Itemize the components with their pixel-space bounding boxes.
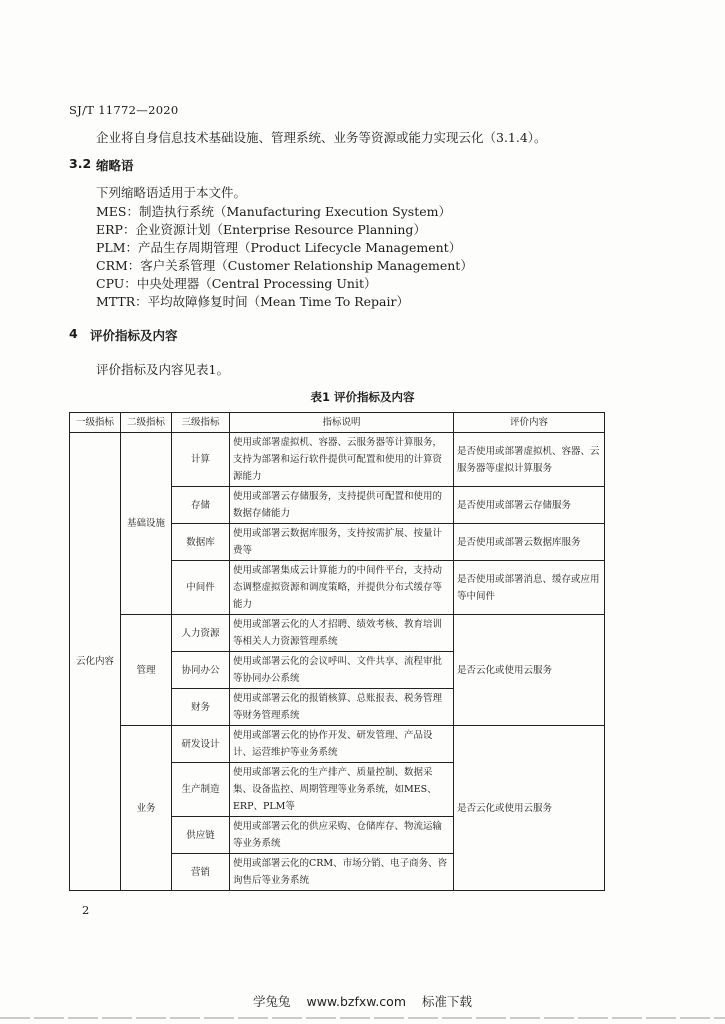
level2-cell: 业务: [121, 726, 172, 891]
level3-cell: 财务: [172, 689, 230, 726]
desc-cell: 使用或部署集成云计算能力的中间件平台，支持动态调整虚拟资源和调度策略，并提供分布式缓存等能力: [230, 561, 454, 615]
level3-cell: 营销: [172, 854, 230, 891]
page-number: 2: [82, 903, 90, 917]
abbreviation-mttr: MTTR：平均故障修复时间（Mean Time To Repair）: [96, 294, 409, 309]
eval-cell: 是否使用或部署消息、缓存或应用等中间件: [454, 561, 605, 615]
level3-cell: 数据库: [172, 524, 230, 561]
eval-cell: 是否使用或部署云数据库服务: [454, 524, 605, 561]
desc-cell: 使用或部署云存储服务，支持提供可配置和使用的数据存储能力: [230, 487, 454, 524]
site-footer: [0, 992, 725, 1010]
standard-code: SJ/T 11772—2020: [69, 103, 179, 117]
eval-cell: 是否使用或部署云存储服务: [454, 487, 605, 524]
table-header-cell: 指标说明: [230, 413, 454, 433]
table-header-cell: 评价内容: [454, 413, 605, 433]
intro-line: 企业将自身信息技术基础设施、管理系统、业务等资源或能力实现云化（3.1.4）。: [96, 130, 547, 145]
table-row: [70, 615, 605, 652]
desc-cell: 使用或部署云化的协作开发、研发管理、产品设计、运营维护等业务系统: [230, 726, 454, 763]
level3-cell: 供应链: [172, 817, 230, 854]
level3-cell: 存储: [172, 487, 230, 524]
footer-site-name: 学兔兔: [252, 994, 291, 1009]
abbreviation-crm: CRM：客户关系管理（Customer Relationship Management）: [96, 258, 473, 273]
level2-cell: 管理: [121, 615, 172, 726]
bottom-divider: [0, 1017, 725, 1019]
section-3-2-title: 缩略语: [96, 158, 134, 173]
section-3-2-number: 3.2: [69, 156, 92, 171]
section-4-title: 评价指标及内容: [90, 328, 178, 343]
table-row: [70, 433, 605, 487]
level3-cell: 研发设计: [172, 726, 230, 763]
level3-cell: 协同办公: [172, 652, 230, 689]
table-row: [70, 726, 605, 763]
table-header-row: [70, 413, 605, 433]
eval-cell: 是否云化或使用云服务: [454, 615, 605, 726]
level3-cell: 中间件: [172, 561, 230, 615]
desc-cell: 使用或部署云化的报销核算、总账报表、税务管理等财务管理系统: [230, 689, 454, 726]
abbreviation-mes: MES：制造执行系统（Manufacturing Execution System）: [96, 204, 451, 219]
level3-cell: 生产制造: [172, 763, 230, 817]
footer-url-link[interactable]: www.bzfxw.com: [306, 994, 407, 1009]
abbreviation-erp: ERP：企业资源计划（Enterprise Resource Planning）: [96, 222, 426, 237]
section-3-2-intro: 下列缩略语适用于本文件。: [96, 185, 247, 200]
table-header-cell: 二级指标: [121, 413, 172, 433]
level1-cell: 云化内容: [70, 433, 121, 891]
section-4-intro: 评价指标及内容见表1。: [96, 362, 229, 377]
level3-cell: 人力资源: [172, 615, 230, 652]
desc-cell: 使用或部署云化的人才招聘、绩效考核、教育培训等相关人力资源管理系统: [230, 615, 454, 652]
desc-cell: 使用或部署云化的生产排产、质量控制、数据采集、设备监控、周期管理等业务系统，如MES、ERP、PLM等: [230, 763, 454, 817]
abbreviation-plm: PLM：产品生存周期管理（Product Lifecycle Management）: [96, 240, 462, 255]
evaluation-table: [69, 412, 605, 891]
table-caption: 表1 评价指标及内容: [310, 390, 415, 404]
level2-cell: 基础设施: [121, 433, 172, 615]
desc-cell: 使用或部署虚拟机、容器、云服务器等计算服务，支持为部署和运行软件提供可配置和使用的计算资源能力: [230, 433, 454, 487]
footer-tagline: 标准下载: [422, 994, 473, 1009]
table-header-cell: 一级指标: [70, 413, 121, 433]
desc-cell: 使用或部署云数据库服务，支持按需扩展、按量计费等: [230, 524, 454, 561]
eval-cell: 是否云化或使用云服务: [454, 726, 605, 891]
abbreviation-cpu: CPU：中央处理器（Central Processing Unit）: [96, 276, 377, 291]
desc-cell: 使用或部署云化的会议呼叫、文件共享、流程审批等协同办公系统: [230, 652, 454, 689]
eval-cell: 是否使用或部署虚拟机、容器、云服务器等虚拟计算服务: [454, 433, 605, 487]
table-header-cell: 三级指标: [172, 413, 230, 433]
desc-cell: 使用或部署云化的供应采购、仓储库存、物流运输等业务系统: [230, 817, 454, 854]
desc-cell: 使用或部署云化的CRM、市场分销、电子商务、咨询售后等业务系统: [230, 854, 454, 891]
section-4-number: 4: [69, 326, 78, 341]
level3-cell: 计算: [172, 433, 230, 487]
